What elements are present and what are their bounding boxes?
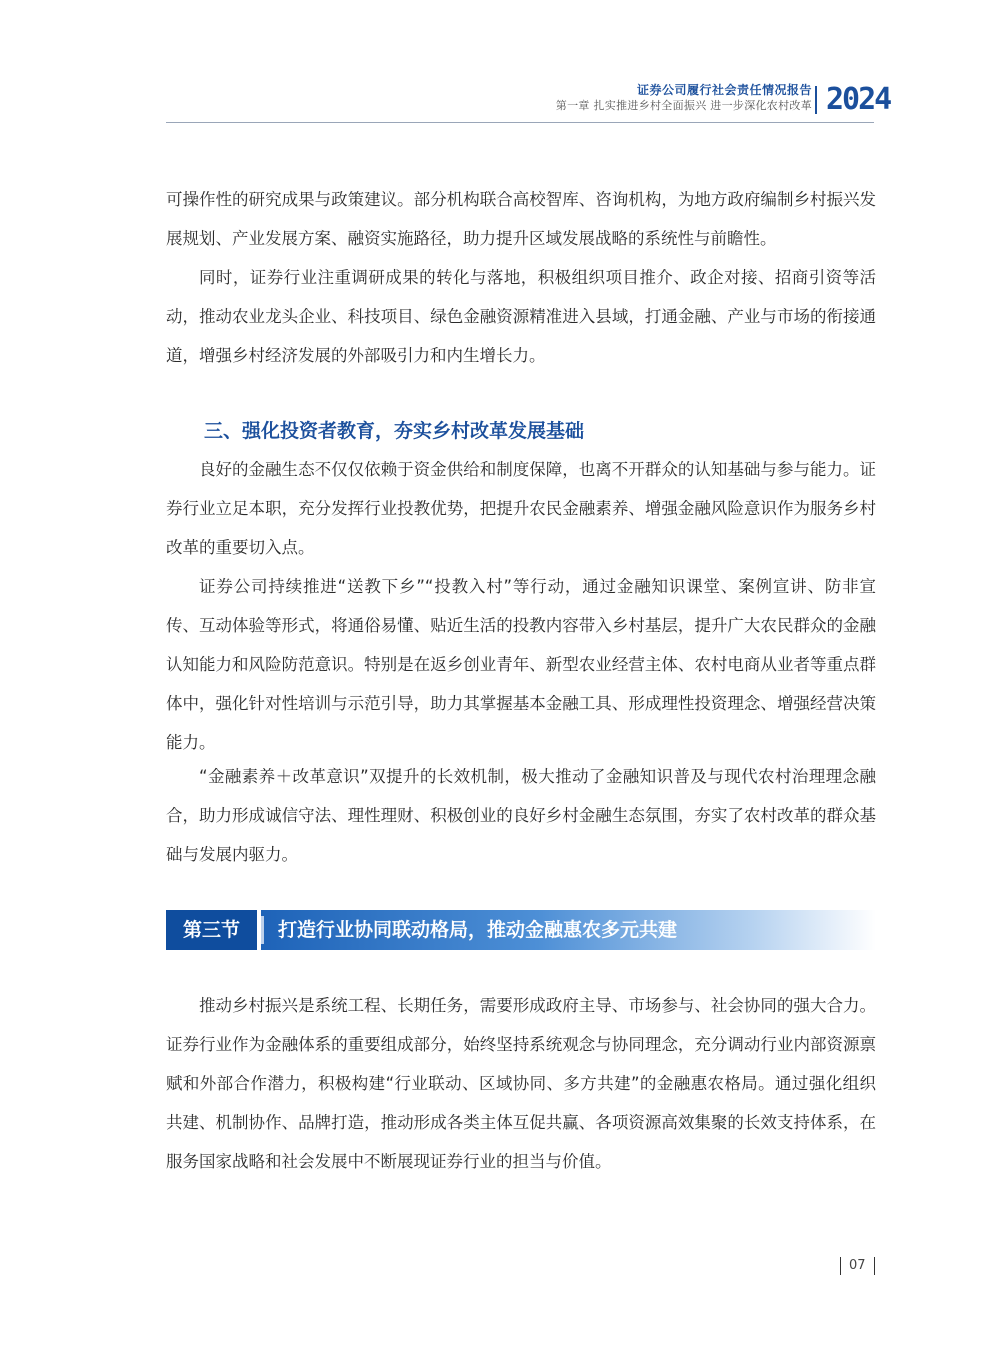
banner-accent bbox=[261, 916, 264, 944]
header-divider bbox=[815, 86, 817, 114]
report-year: 2024 bbox=[826, 82, 891, 117]
paragraph-coordination: 推动乡村振兴是系统工程、长期任务，需要形成政府主导、市场参与、社会协同的强大合力。证券行业作为金融体系的重要组成部分，始终坚持系统观念与协同理念，充分调动行业内部资源禀赋和外部合作潜力，积极构建“行业联动、区域协同、多方共建”的金融惠农格局。通过强化组织共建、机制协作、品牌打造，推动形成各类主体互促共赢、各项资源高效集聚的长效支持体系，在服务国家战略和社会发展中不断展现证券行业的担当与价值。 bbox=[166, 996, 876, 1171]
chapter-title: 第一章 扎实推进乡村全面振兴 进一步深化农村改革 bbox=[555, 99, 812, 112]
section-heading: 三、强化投资者教育，夯实乡村改革发展基础 bbox=[204, 420, 585, 442]
paragraph-research-transfer: 同时，证券行业注重调研成果的转化与落地，积极组织项目推介、政企对接、招商引资等活动，推动农业龙头企业、科技项目、绿色金融资源精准进入县域，打通金融、产业与市场的衔接通道，增强乡村经济发展的外部吸引力和内生增长力。 bbox=[166, 268, 876, 365]
paragraph-investor-education: 证券公司持续推进“送教下乡”“投教入村”等行动，通过金融知识课堂、案例宣讲、防非宣传、互动体验等形式，将通俗易懂、贴近生活的投教内容带入乡村基层，提升广大农民群众的金融认知能力和风险防范意识。特别是在返乡创业青年、新型农业经营主体、农村电商从业者等重点群体中，强化针对性培训与示范引导，助力其掌握基本金融工具、形成理性投资理念、增强经营决策能力。 bbox=[166, 577, 876, 752]
section-banner bbox=[166, 910, 876, 950]
paragraph-long-term-mechanism: “金融素养＋改革意识”双提升的长效机制，极大推动了金融知识普及与现代农村治理理念融合，助力形成诚信守法、理性理财、积极创业的良好乡村金融生态氛围，夯实了农村改革的群众基础与发展内驱力。 bbox=[166, 767, 876, 864]
page-number-bar-right bbox=[874, 1257, 875, 1275]
banner-title: 打造行业协同联动格局，推动金融惠农多元共建 bbox=[278, 919, 678, 941]
header-titles bbox=[556, 82, 812, 113]
page-number bbox=[832, 1256, 883, 1276]
page-number-bar-left bbox=[840, 1257, 841, 1275]
page-number-value: 07 bbox=[849, 1258, 866, 1273]
paragraph-continuation: 可操作性的研究成果与政策建议。部分机构联合高校智库、咨询机构，为地方政府编制乡村振兴发展规划、产业发展方案、融资实施路径，助力提升区域发展战略的系统性与前瞻性。 bbox=[166, 190, 876, 248]
header-rule bbox=[166, 122, 874, 123]
banner-bar bbox=[261, 910, 876, 950]
banner-tag: 第三节 bbox=[166, 910, 257, 950]
paragraph-financial-ecology: 良好的金融生态不仅仅依赖于资金供给和制度保障，也离不开群众的认知基础与参与能力。证券行业立足本职，充分发挥行业投教优势，把提升农民金融素养、增强金融风险意识作为服务乡村改革的重要切入点。 bbox=[166, 460, 876, 557]
report-title: 证券公司履行社会责任情况报告 bbox=[636, 83, 812, 97]
